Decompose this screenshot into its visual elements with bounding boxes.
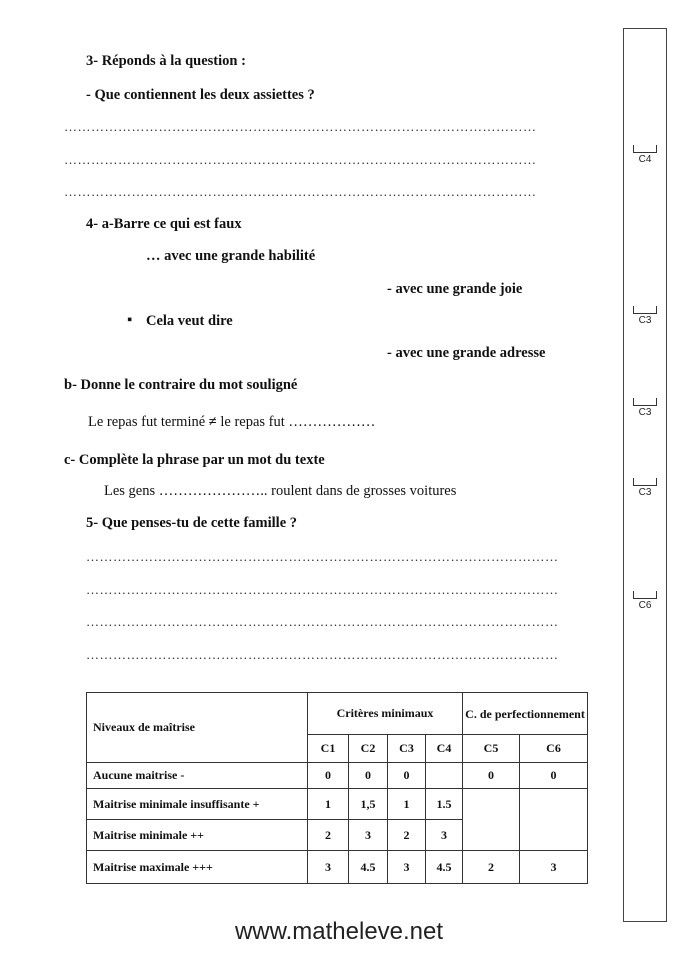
table-row xyxy=(87,851,588,884)
row-label: Aucune maitrise - xyxy=(87,763,308,789)
table-cell: 0 xyxy=(388,763,426,789)
score-box xyxy=(633,398,657,406)
answer-line[interactable]: …………………………………………………………………………………………… xyxy=(86,549,559,564)
answer-line[interactable]: …………………………………………………………………………………………… xyxy=(86,647,559,662)
table-cell: 2 xyxy=(463,851,520,884)
table-cell: 0 xyxy=(308,763,349,789)
table-cell: 1,5 xyxy=(349,789,388,820)
table-cell: 1.5 xyxy=(426,789,463,820)
question-5-title: 5- Que penses-tu de cette famille ? xyxy=(86,515,298,531)
table-cell: 3 xyxy=(308,851,349,884)
table-cell-empty xyxy=(520,789,588,851)
grading-table xyxy=(86,692,588,884)
table-cell: 3 xyxy=(349,820,388,851)
table-cell: 3 xyxy=(520,851,588,884)
table-cell: 4.5 xyxy=(426,851,463,884)
criterion-c5: C5 xyxy=(463,735,520,763)
answer-line[interactable]: …………………………………………………………………………………………… xyxy=(86,582,559,597)
table-cell: 2 xyxy=(388,820,426,851)
score-mark-c3-c: C3 xyxy=(633,478,657,498)
table-row xyxy=(87,763,588,789)
question-4b-title: b- Donne le contraire du mot souligné xyxy=(64,377,298,393)
site-watermark[interactable]: www.matheleve.net xyxy=(234,918,444,945)
header-levels: Niveaux de maîtrise xyxy=(87,693,308,763)
phrase-habilite: … avec une grande habilité xyxy=(146,248,316,264)
score-box xyxy=(633,591,657,599)
score-mark-c6: C6 xyxy=(633,591,657,611)
table-row xyxy=(87,789,588,820)
question-4c-title: c- Complète la phrase par un mot du texte xyxy=(64,452,325,468)
criterion-c4: C4 xyxy=(426,735,463,763)
table-cell: 0 xyxy=(349,763,388,789)
bullet-icon: ▪ xyxy=(127,312,133,328)
question-4a-title: 4- a-Barre ce qui est faux xyxy=(86,216,242,232)
header-perf-criteria: C. de perfectionnement xyxy=(463,693,588,735)
table-cell-empty xyxy=(463,789,520,851)
table-cell: 1 xyxy=(388,789,426,820)
criterion-c1: C1 xyxy=(308,735,349,763)
table-cell: 3 xyxy=(426,820,463,851)
option-adresse[interactable]: - avec une grande adresse xyxy=(387,345,546,361)
table-cell: 2 xyxy=(308,820,349,851)
row-label: Maitrise minimale insuffisante + xyxy=(87,789,308,820)
table-cell: 1 xyxy=(308,789,349,820)
table-cell: 4.5 xyxy=(349,851,388,884)
criterion-c2: C2 xyxy=(349,735,388,763)
sentence-end-blank[interactable]: le repas fut ……………… xyxy=(220,414,376,430)
criterion-c3: C3 xyxy=(388,735,426,763)
sentence-start: Le repas fut terminé xyxy=(88,414,206,430)
antonym-sentence xyxy=(88,414,375,431)
header-min-criteria: Critères minimaux xyxy=(308,693,463,735)
answer-line[interactable]: …………………………………………………………………………………………… xyxy=(64,152,537,167)
answer-line[interactable]: …………………………………………………………………………………………… xyxy=(64,119,537,134)
row-label: Maitrise minimale ++ xyxy=(87,820,308,851)
score-mark-c4: C4 xyxy=(633,145,657,165)
score-box xyxy=(633,478,657,486)
score-mark-c3-a: C3 xyxy=(633,306,657,326)
score-box xyxy=(633,306,657,314)
table-cell: 0 xyxy=(520,763,588,789)
score-mark-c3-b: C3 xyxy=(633,398,657,418)
row-label: Maitrise maximale +++ xyxy=(87,851,308,884)
table-cell: 3 xyxy=(388,851,426,884)
complete-sentence[interactable]: Les gens ………………….. roulent dans de grosses voitures xyxy=(104,483,457,499)
meaning-label: Cela veut dire xyxy=(146,313,233,329)
answer-line[interactable]: …………………………………………………………………………………………… xyxy=(86,614,559,629)
answer-line[interactable]: …………………………………………………………………………………………… xyxy=(64,184,537,199)
table-cell xyxy=(426,763,463,789)
score-box xyxy=(633,145,657,153)
question-3-prompt: - Que contiennent les deux assiettes ? xyxy=(86,87,315,103)
option-joie[interactable]: - avec une grande joie xyxy=(387,281,523,297)
question-3-title: 3- Réponds à la question : xyxy=(86,53,246,69)
criterion-c6: C6 xyxy=(520,735,588,763)
table-cell: 0 xyxy=(463,763,520,789)
not-equal-icon: ≠ xyxy=(208,414,217,430)
